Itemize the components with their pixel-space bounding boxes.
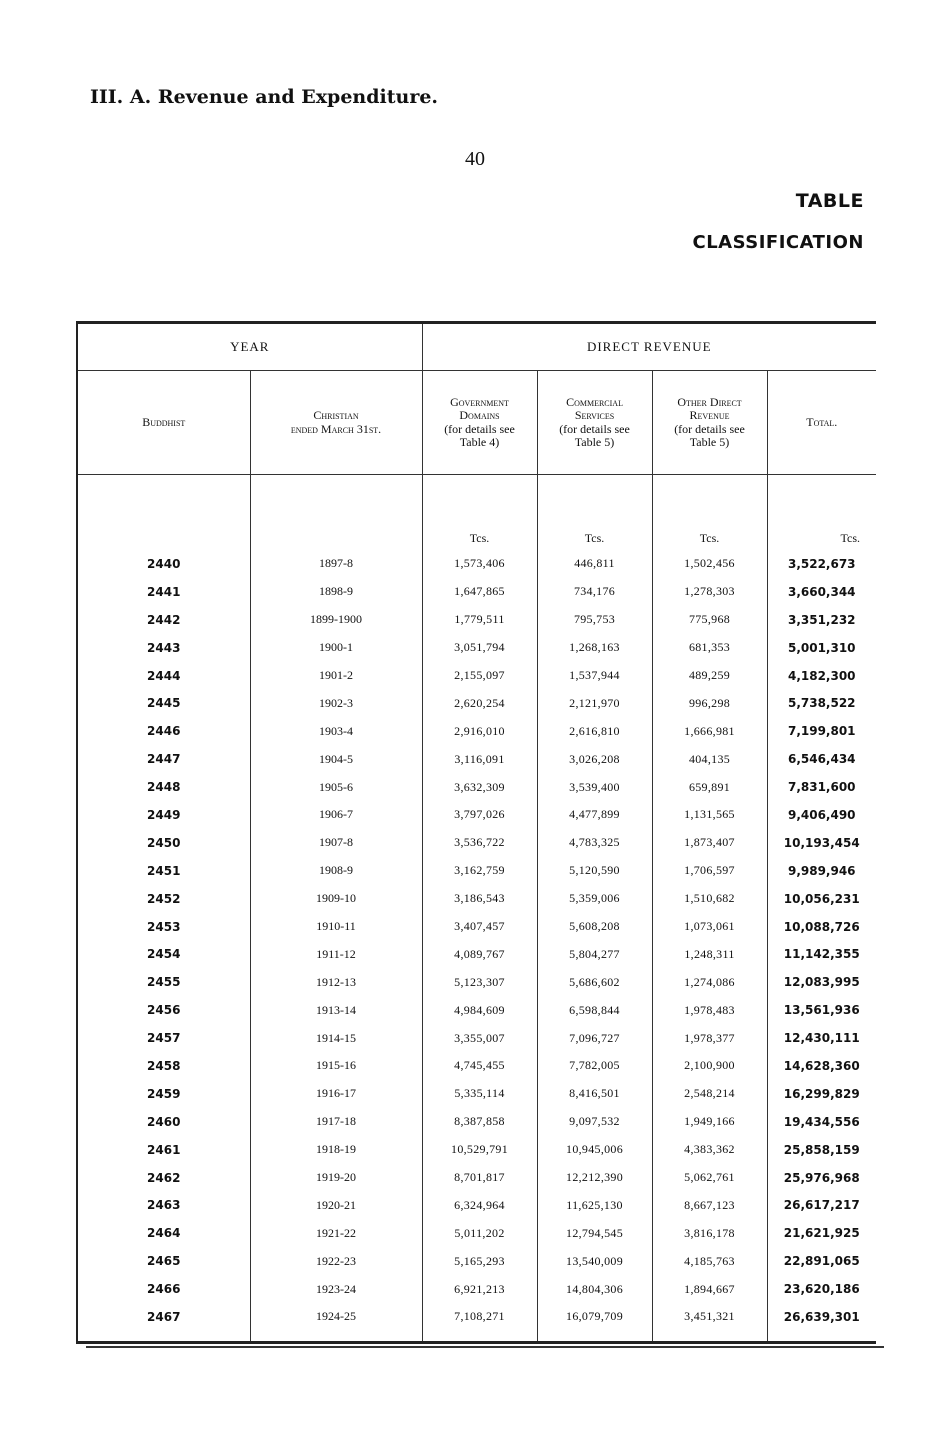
total-cell: 22,891,065 xyxy=(767,1247,876,1275)
gov-domains-cell: 3,186,543 xyxy=(422,885,537,913)
buddhist-year-cell: 2465 xyxy=(147,1254,181,1269)
other-direct-revenue-cell: 4,383,362 xyxy=(652,1136,767,1164)
other-direct-revenue-cell: 5,062,761 xyxy=(652,1164,767,1192)
table-row xyxy=(78,996,876,1024)
buddhist-year-cell: 2458 xyxy=(147,1058,181,1073)
buddhist-year-cell: 2440 xyxy=(147,556,181,571)
other-direct-revenue-cell: 681,353 xyxy=(652,634,767,662)
total-cell: 10,193,454 xyxy=(767,829,876,857)
commercial-services-cell: 5,359,006 xyxy=(537,885,652,913)
gov-domains-cell: 3,355,007 xyxy=(422,1024,537,1052)
direct-revenue-group-header: DIRECT REVENUE xyxy=(422,324,876,371)
commercial-header-line1: Commercial xyxy=(566,395,623,410)
christian-year-cell: 1921-22 xyxy=(250,1219,422,1247)
gov-domains-cell: 4,984,609 xyxy=(422,996,537,1024)
buddhist-year-cell: 2461 xyxy=(147,1142,181,1157)
header-group-row xyxy=(78,324,876,371)
total-cell: 13,561,936 xyxy=(767,996,876,1024)
table-row xyxy=(78,885,876,913)
total-cell: 21,621,925 xyxy=(767,1219,876,1247)
total-cell: 12,083,995 xyxy=(767,968,876,996)
commercial-services-cell: 1,537,944 xyxy=(537,662,652,690)
classification-label: CLASSIFICATION xyxy=(692,232,864,253)
gov-domains-cell: 2,620,254 xyxy=(422,689,537,717)
year-group-header: YEAR xyxy=(78,324,422,371)
christian-year-cell: 1914-15 xyxy=(250,1024,422,1052)
commercial-services-cell: 1,268,163 xyxy=(537,634,652,662)
gov-domains-cell: 10,529,791 xyxy=(422,1136,537,1164)
total-cell: 10,088,726 xyxy=(767,913,876,941)
other-header-line2: Revenue xyxy=(689,408,730,423)
commercial-services-cell: 7,096,727 xyxy=(537,1024,652,1052)
buddhist-year-cell: 2447 xyxy=(147,752,181,767)
christian-year-cell: 1913-14 xyxy=(250,996,422,1024)
gov-domains-header xyxy=(422,371,537,475)
table-row xyxy=(78,1024,876,1052)
total-cell: 4,182,300 xyxy=(767,662,876,690)
gov-domains-cell: 1,779,511 xyxy=(422,606,537,634)
table-row xyxy=(78,1080,876,1108)
total-cell: 19,434,556 xyxy=(767,1108,876,1136)
commercial-services-cell: 12,212,390 xyxy=(537,1164,652,1192)
buddhist-year-cell: 2464 xyxy=(147,1226,181,1241)
gov-domains-cell: 3,536,722 xyxy=(422,829,537,857)
other-direct-revenue-cell: 4,185,763 xyxy=(652,1247,767,1275)
other-direct-revenue-cell: 1,978,377 xyxy=(652,1024,767,1052)
christian-year-cell: 1904-5 xyxy=(250,745,422,773)
table-row xyxy=(78,1247,876,1275)
other-direct-revenue-cell: 1,894,667 xyxy=(652,1275,767,1303)
buddhist-year-cell: 2448 xyxy=(147,780,181,795)
total-cell: 16,299,829 xyxy=(767,1080,876,1108)
gov-domains-cell: 8,387,858 xyxy=(422,1108,537,1136)
commercial-header-line4: Table 5) xyxy=(574,434,615,449)
table-row xyxy=(78,801,876,829)
buddhist-year-cell: 2450 xyxy=(147,835,181,850)
total-cell: 5,001,310 xyxy=(767,634,876,662)
revenue-table xyxy=(78,324,876,1341)
other-direct-revenue-cell: 1,502,456 xyxy=(652,550,767,578)
gov-domains-cell: 8,701,817 xyxy=(422,1164,537,1192)
units-cell-empty xyxy=(250,475,422,551)
other-direct-revenue-cell: 2,548,214 xyxy=(652,1080,767,1108)
units-row xyxy=(78,475,876,551)
other-header-line3: (for details see xyxy=(674,421,745,436)
total-cell: 10,056,231 xyxy=(767,885,876,913)
total-cell: 26,639,301 xyxy=(767,1303,876,1341)
other-direct-revenue-cell: 1,706,597 xyxy=(652,857,767,885)
table-row xyxy=(78,1136,876,1164)
commercial-services-cell: 2,121,970 xyxy=(537,689,652,717)
commercial-services-cell: 5,686,602 xyxy=(537,968,652,996)
other-revenue-header xyxy=(652,371,767,475)
section-title: III. A. Revenue and Expenditure. xyxy=(90,86,439,108)
commercial-header-line3: (for details see xyxy=(559,421,630,436)
units-cell-empty xyxy=(78,475,250,551)
total-cell: 7,831,600 xyxy=(767,773,876,801)
other-direct-revenue-cell: 1,510,682 xyxy=(652,885,767,913)
commercial-services-cell: 734,176 xyxy=(537,578,652,606)
christian-header-line1: Christian xyxy=(313,408,359,423)
commercial-services-cell: 8,416,501 xyxy=(537,1080,652,1108)
total-cell: 25,858,159 xyxy=(767,1136,876,1164)
total-cell: 11,142,355 xyxy=(767,940,876,968)
other-direct-revenue-cell: 1,949,166 xyxy=(652,1108,767,1136)
christian-year-cell: 1917-18 xyxy=(250,1108,422,1136)
commercial-services-cell: 5,120,590 xyxy=(537,857,652,885)
commercial-services-cell: 5,608,208 xyxy=(537,913,652,941)
table-row xyxy=(78,578,876,606)
gov-domains-cell: 3,116,091 xyxy=(422,745,537,773)
commercial-services-cell: 4,783,325 xyxy=(537,829,652,857)
page-number: 40 xyxy=(465,148,485,170)
christian-year-cell: 1918-19 xyxy=(250,1136,422,1164)
commercial-services-cell: 4,477,899 xyxy=(537,801,652,829)
commercial-services-cell: 5,804,277 xyxy=(537,940,652,968)
buddhist-year-cell: 2449 xyxy=(147,807,181,822)
commercial-header-line2: Services xyxy=(574,408,615,423)
other-direct-revenue-cell: 1,978,483 xyxy=(652,996,767,1024)
other-direct-revenue-cell: 404,135 xyxy=(652,745,767,773)
gov-domains-cell: 3,407,457 xyxy=(422,913,537,941)
other-header-line1: Other Direct xyxy=(677,395,742,410)
gov-domains-header-line3: (for details see xyxy=(444,421,515,436)
buddhist-year-cell: 2467 xyxy=(147,1309,181,1324)
christian-year-cell: 1899-1900 xyxy=(250,606,422,634)
commercial-services-cell: 14,804,306 xyxy=(537,1275,652,1303)
gov-domains-cell: 2,916,010 xyxy=(422,717,537,745)
buddhist-year-cell: 2451 xyxy=(147,863,181,878)
data-rows xyxy=(78,550,876,1341)
other-unit: Tcs. xyxy=(652,475,767,551)
gov-domains-cell: 5,335,114 xyxy=(422,1080,537,1108)
commercial-services-cell: 3,539,400 xyxy=(537,773,652,801)
gov-domains-cell: 5,165,293 xyxy=(422,1247,537,1275)
table-row xyxy=(78,1219,876,1247)
christian-year-cell: 1911-12 xyxy=(250,940,422,968)
total-cell: 12,430,111 xyxy=(767,1024,876,1052)
other-direct-revenue-cell: 489,259 xyxy=(652,662,767,690)
table-row xyxy=(78,662,876,690)
table-label: TABLE xyxy=(795,190,864,212)
gov-domains-cell: 4,089,767 xyxy=(422,940,537,968)
christian-year-cell: 1920-21 xyxy=(250,1191,422,1219)
christian-year-cell: 1916-17 xyxy=(250,1080,422,1108)
christian-year-cell: 1923-24 xyxy=(250,1275,422,1303)
gov-domains-cell: 1,647,865 xyxy=(422,578,537,606)
buddhist-year-cell: 2445 xyxy=(147,696,181,711)
total-cell: 14,628,360 xyxy=(767,1052,876,1080)
commercial-header xyxy=(537,371,652,475)
commercial-services-cell: 10,945,006 xyxy=(537,1136,652,1164)
table-row xyxy=(78,550,876,578)
buddhist-year-cell: 2444 xyxy=(147,668,181,683)
gov-domains-header-line2: Domains xyxy=(459,408,500,423)
buddhist-year-cell: 2443 xyxy=(147,640,181,655)
christian-year-cell: 1922-23 xyxy=(250,1247,422,1275)
commercial-services-cell: 795,753 xyxy=(537,606,652,634)
revenue-table-frame xyxy=(76,321,876,1344)
other-direct-revenue-cell: 1,278,303 xyxy=(652,578,767,606)
total-cell: 26,617,217 xyxy=(767,1191,876,1219)
table-row xyxy=(78,857,876,885)
commercial-services-cell: 2,616,810 xyxy=(537,717,652,745)
christian-year-cell: 1900-1 xyxy=(250,634,422,662)
other-direct-revenue-cell: 1,873,407 xyxy=(652,829,767,857)
christian-year-cell: 1908-9 xyxy=(250,857,422,885)
total-cell: 23,620,186 xyxy=(767,1275,876,1303)
buddhist-year-cell: 2454 xyxy=(147,947,181,962)
other-direct-revenue-cell: 659,891 xyxy=(652,773,767,801)
total-cell: 3,351,232 xyxy=(767,606,876,634)
gov-domains-cell: 4,745,455 xyxy=(422,1052,537,1080)
table-row xyxy=(78,913,876,941)
gov-domains-cell: 6,921,213 xyxy=(422,1275,537,1303)
table-row xyxy=(78,1108,876,1136)
christian-header xyxy=(250,371,422,475)
buddhist-year-cell: 2456 xyxy=(147,1003,181,1018)
total-cell: 6,546,434 xyxy=(767,745,876,773)
other-header-line4: Table 5) xyxy=(689,434,730,449)
other-direct-revenue-cell: 1,131,565 xyxy=(652,801,767,829)
total-cell: 5,738,522 xyxy=(767,689,876,717)
table-row xyxy=(78,1275,876,1303)
buddhist-year-cell: 2452 xyxy=(147,891,181,906)
total-cell: 9,989,946 xyxy=(767,857,876,885)
gov-domains-cell: 1,573,406 xyxy=(422,550,537,578)
buddhist-year-cell: 2442 xyxy=(147,612,181,627)
commercial-services-cell: 13,540,009 xyxy=(537,1247,652,1275)
commercial-services-cell: 9,097,532 xyxy=(537,1108,652,1136)
commercial-services-cell: 7,782,005 xyxy=(537,1052,652,1080)
other-direct-revenue-cell: 8,667,123 xyxy=(652,1191,767,1219)
other-direct-revenue-cell: 2,100,900 xyxy=(652,1052,767,1080)
table-row xyxy=(78,1191,876,1219)
gov-domains-cell: 3,632,309 xyxy=(422,773,537,801)
gov-domains-unit: Tcs. xyxy=(422,475,537,551)
buddhist-year-cell: 2466 xyxy=(147,1282,181,1297)
christian-year-cell: 1910-11 xyxy=(250,913,422,941)
table-row xyxy=(78,717,876,745)
other-direct-revenue-cell: 1,073,061 xyxy=(652,913,767,941)
buddhist-year-cell: 2457 xyxy=(147,1031,181,1046)
gov-domains-header-line4: Table 4) xyxy=(459,434,500,449)
buddhist-year-cell: 2460 xyxy=(147,1114,181,1129)
table-row xyxy=(78,745,876,773)
total-cell: 3,660,344 xyxy=(767,578,876,606)
gov-domains-cell: 3,797,026 xyxy=(422,801,537,829)
table-row xyxy=(78,968,876,996)
christian-year-cell: 1901-2 xyxy=(250,662,422,690)
christian-year-cell: 1912-13 xyxy=(250,968,422,996)
total-header: Total. xyxy=(767,371,876,475)
gov-domains-cell: 5,011,202 xyxy=(422,1219,537,1247)
buddhist-year-cell: 2455 xyxy=(147,975,181,990)
commercial-services-cell: 3,026,208 xyxy=(537,745,652,773)
table-row xyxy=(78,606,876,634)
total-cell: 3,522,673 xyxy=(767,550,876,578)
table-row xyxy=(78,940,876,968)
buddhist-year-cell: 2441 xyxy=(147,584,181,599)
table-row xyxy=(78,689,876,717)
other-direct-revenue-cell: 3,816,178 xyxy=(652,1219,767,1247)
buddhist-year-cell: 2462 xyxy=(147,1170,181,1185)
other-direct-revenue-cell: 1,666,981 xyxy=(652,717,767,745)
christian-year-cell: 1898-9 xyxy=(250,578,422,606)
other-direct-revenue-cell: 1,274,086 xyxy=(652,968,767,996)
gov-domains-cell: 3,051,794 xyxy=(422,634,537,662)
commercial-services-cell: 12,794,545 xyxy=(537,1219,652,1247)
commercial-services-cell: 6,598,844 xyxy=(537,996,652,1024)
gov-domains-cell: 2,155,097 xyxy=(422,662,537,690)
buddhist-year-cell: 2463 xyxy=(147,1198,181,1213)
table-row xyxy=(78,1164,876,1192)
christian-year-cell: 1915-16 xyxy=(250,1052,422,1080)
other-direct-revenue-cell: 996,298 xyxy=(652,689,767,717)
buddhist-year-cell: 2453 xyxy=(147,919,181,934)
buddhist-header: Buddhist xyxy=(78,371,250,475)
christian-year-cell: 1924-25 xyxy=(250,1303,422,1341)
christian-year-cell: 1902-3 xyxy=(250,689,422,717)
gov-domains-cell: 5,123,307 xyxy=(422,968,537,996)
table-row xyxy=(78,829,876,857)
christian-year-cell: 1919-20 xyxy=(250,1164,422,1192)
commercial-services-cell: 11,625,130 xyxy=(537,1191,652,1219)
christian-header-line2: ended March 31st. xyxy=(290,421,382,436)
total-cell: 7,199,801 xyxy=(767,717,876,745)
christian-year-cell: 1907-8 xyxy=(250,829,422,857)
other-direct-revenue-cell: 775,968 xyxy=(652,606,767,634)
buddhist-year-cell: 2459 xyxy=(147,1086,181,1101)
gov-domains-cell: 7,108,271 xyxy=(422,1303,537,1341)
christian-year-cell: 1897-8 xyxy=(250,550,422,578)
gov-domains-cell: 6,324,964 xyxy=(422,1191,537,1219)
total-cell: 25,976,968 xyxy=(767,1164,876,1192)
christian-year-cell: 1909-10 xyxy=(250,885,422,913)
other-direct-revenue-cell: 3,451,321 xyxy=(652,1303,767,1341)
gov-domains-header-line1: Government xyxy=(450,395,509,410)
christian-year-cell: 1903-4 xyxy=(250,717,422,745)
christian-year-cell: 1905-6 xyxy=(250,773,422,801)
header-sub-row xyxy=(78,371,876,475)
table-row xyxy=(78,1052,876,1080)
commercial-services-cell: 446,811 xyxy=(537,550,652,578)
christian-year-cell: 1906-7 xyxy=(250,801,422,829)
total-unit: Tcs. xyxy=(767,475,876,551)
other-direct-revenue-cell: 1,248,311 xyxy=(652,940,767,968)
table-row xyxy=(78,773,876,801)
commercial-services-cell: 16,079,709 xyxy=(537,1303,652,1341)
commercial-unit: Tcs. xyxy=(537,475,652,551)
table-row xyxy=(78,1303,876,1341)
buddhist-year-cell: 2446 xyxy=(147,724,181,739)
gov-domains-cell: 3,162,759 xyxy=(422,857,537,885)
table-row xyxy=(78,634,876,662)
total-cell: 9,406,490 xyxy=(767,801,876,829)
